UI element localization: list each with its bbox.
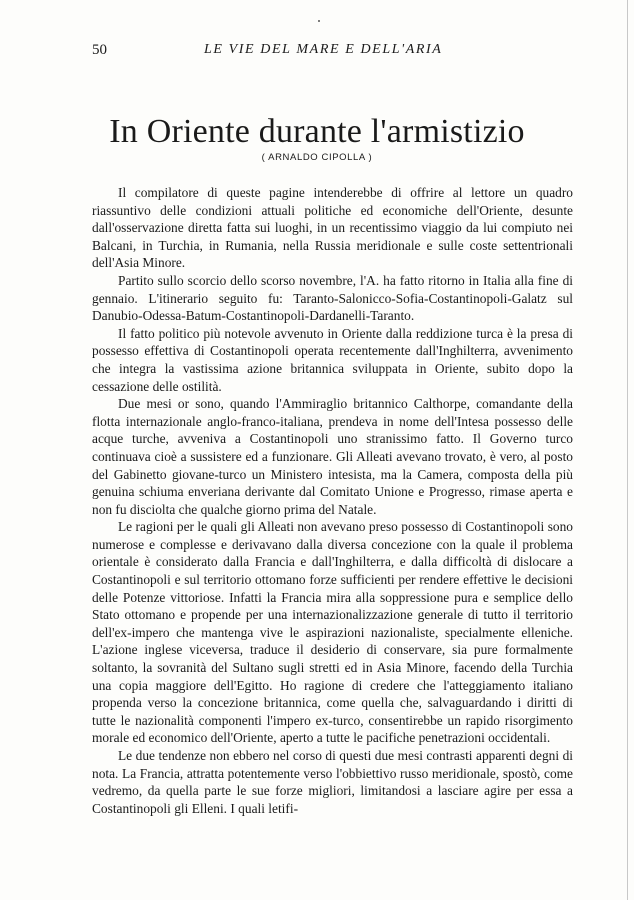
paragraph: Partito sullo scorcio dello scorso novembre, l'A. ha fatto ritorno in Italia alla fine di gennaio. L'itinerario seguito fu: Taranto-Salonicco-Sofia-Costantinopoli-Galatz sul Danubio-Odessa-Batum-Costantinopoli-Dardanelli-Taranto. xyxy=(92,272,573,324)
paragraph: Il fatto politico più notevole avvenuto in Oriente dalla reddizione turca è la presa di possesso effettiva di Costantinopoli operata recentemente dall'Inghilterra, avvenimento che integra la vastissima azione britannica sviluppata in Oriente, subito dopo la cessazione delle ostilità. xyxy=(92,325,573,394)
journal-title: LE VIE DEL MARE E DELL'ARIA xyxy=(204,42,443,57)
running-head xyxy=(92,42,572,62)
paragraph: Due mesi or sono, quando l'Ammiraglio britannico Calthorpe, comandante della flotta internazionale anglo-franco-italiana, prendeva in nome dell'Intesa possesso delle acque turche, avveniva a Costantinopoli uno stranissimo fatto. Il Governo turco continuava cioè a sussistere ed a funzionare. Gli Alleati avevano trovato, è vero, al posto del Gabinetto giovane-turco un Ministero intesista, ma la Camera, composta della più genuina schiuma enveriana derivante dal Comitato Unione e Progresso, rimase aperta e non fu disciolta che qualche giorno prima del Natale. xyxy=(92,396,573,517)
paragraph: Le ragioni per le quali gli Alleati non avevano preso possesso di Costantinopoli sono numerose e complesse e derivavano dalla diversa concezione con la quale il problema orientale è considerato dalla Francia e dall'Inghilterra, e dalla difficoltà di dislocare a Costantinopoli e sul territorio ottomano forze sufficienti per rendere effettive le decisioni delle Potenze vittoriose. Infatti la Francia mira alla soppressione pura e semplice dello Stato ottomano e propende per una internazionalizzazione generale di tutto il territorio dell'ex-impero che mantenga vive le aspirazioni nazionaliste, specialmente elleniche. L'azione inglese viceversa, traduce il desiderio di conservare, sia pure formalmente soltanto, la sovranità del Sultano sugli stretti ed in Asia Minore, facendo della Turchia una copia maggiore dell'Egitto. Ho ragione di credere che l'atteggiamento italiano propenda verso la concezione britannica, come quella che, salvaguardando i diritti di tutte le nazionalità componenti l'impero ex-turco, consentirebbe un rapido risorgimento morale ed economico dell'Oriente, aperto a tutte le pacifiche penetrazioni occidentali. xyxy=(92,519,573,746)
article-body xyxy=(92,184,573,817)
page-number: 50 xyxy=(92,42,107,58)
paragraph: Il compilatore di queste pagine intenderebbe di offrire al lettore un quadro riassuntivo delle condizioni attuali politiche ed economiche dell'Oriente, desunte dall'osservazione diretta fatta sui luoghi, in un recentissimo viaggio da lui compiuto nei Balcani, in Turchia, in Rumania, nella Russia meridionale e sulle coste settentrionali dell'Asia Minore. xyxy=(92,185,573,271)
paragraph: Le due tendenze non ebbero nel corso di questi due mesi contrasti apparenti degni di nota. La Francia, attratta potentemente verso l'obbiettivo russo meridionale, spostò, come vedremo, da quella parte le sue forze migliori, limitandosi a lasciare agire per essa a Costantinopoli gli Elleni. I quali letifi- xyxy=(92,748,573,816)
article-title: In Oriente durante l'armistizio xyxy=(109,113,525,150)
article-author: ( ARNALDO CIPOLLA ) xyxy=(261,152,373,163)
print-mark xyxy=(318,20,320,22)
